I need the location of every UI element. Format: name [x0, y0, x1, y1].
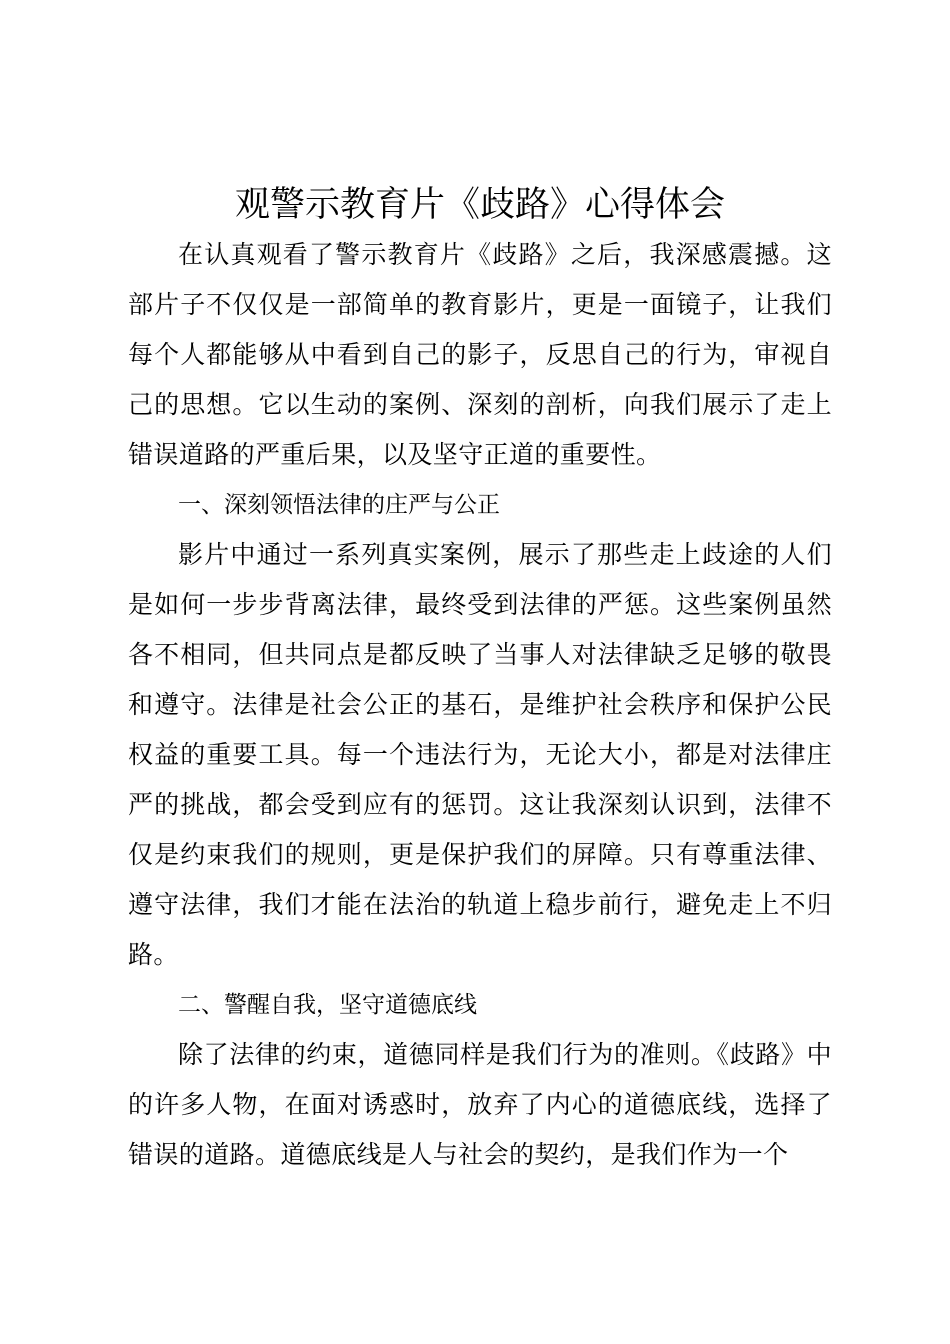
document-body — [128, 180, 832, 1180]
section-paragraph-morality: 除了法律的约束，道德同样是我们行为的准则。《歧路》中的许多人物，在面对诱惑时，放弃了内心的道德底线，选择了错误的道路。道德底线是人与社会的契约，是我们作为一个 — [128, 1040, 832, 1169]
section-heading-morality: 二、警醒自我，坚守道德底线 — [178, 992, 477, 1018]
section-heading-law: 一、深刻领悟法律的庄严与公正 — [178, 492, 500, 518]
document-title: 观警示教育片《歧路》心得体会 — [234, 185, 725, 225]
section-paragraph-law: 影片中通过一系列真实案例，展示了那些走上歧途的人们是如何一步步背离法律，最终受到法律的严惩。这些案例虽然各不相同，但共同点是都反映了当事人对法律缺乏足够的敬畏和遵守。法律是社会公正的基石，是维护社会秩序和保护公民权益的重要工具。每一个违法行为，无论大小，都是对法律庄严的挑战，都会受到应有的惩罚。这让我深刻认识到，法律不仅是约束我们的规则，更是保护我们的屏障。只有尊重法律、遵守法律，我们才能在法治的轨道上稳步前行，避免走上不归路。 — [128, 540, 832, 969]
intro-paragraph: 在认真观看了警示教育片《歧路》之后，我深感震撼。这部片子不仅仅是一部简单的教育影片，更是一面镜子，让我们每个人都能够从中看到自己的影子，反思自己的行为，审视自己的思想。它以生动的案例、深刻的剖析，向我们展示了走上错误道路的严重后果，以及坚守正道的重要性。 — [128, 240, 832, 469]
